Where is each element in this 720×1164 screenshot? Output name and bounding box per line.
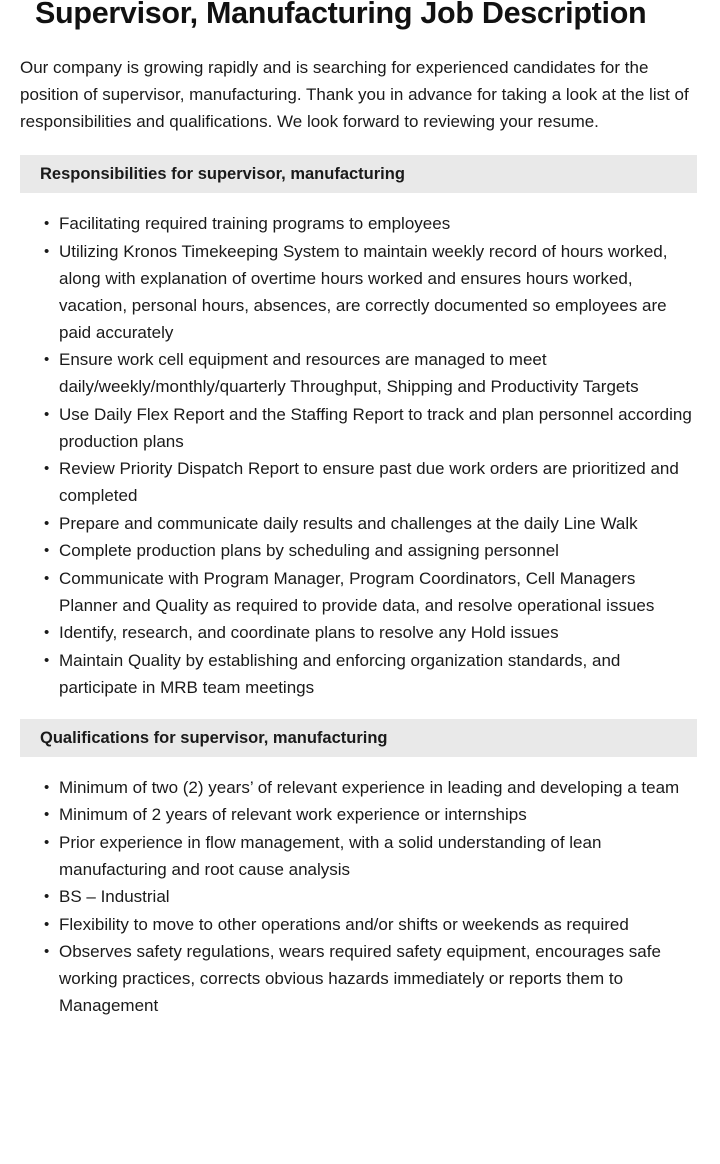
list-item: • Minimum of 2 years of relevant work experience or internships (59, 801, 693, 828)
list-item: • Review Priority Dispatch Report to ensure past due work orders are prioritized and completed (59, 455, 693, 509)
list-item: • Ensure work cell equipment and resources are managed to meet daily/weekly/monthly/quarterly Throughput, Shipping and Productivity Targets (59, 346, 693, 400)
section-header-label: Responsibilities for supervisor, manufacturing (40, 165, 405, 183)
list-item: • Complete production plans by scheduling and assigning personnel (59, 537, 693, 564)
list-item: • Observes safety regulations, wears required safety equipment, encourages safe working practices, corrects obvious hazards immediately or reports them to Management (59, 938, 693, 1019)
list-item: • Utilizing Kronos Timekeeping System to maintain weekly record of hours worked, along with explanation of overtime hours worked and ensures hours worked, vacation, personal hours, absences, are correctly documented so employees are paid accurately (59, 238, 693, 346)
list-item: • Minimum of two (2) years’ of relevant experience in leading and developing a team (59, 774, 693, 801)
page-title: Supervisor, Manufacturing Job Description (35, 0, 647, 30)
list-item: • Facilitating required training programs to employees (59, 210, 693, 237)
list-item: • Prepare and communicate daily results and challenges at the daily Line Walk (59, 510, 693, 537)
list-item: • Communicate with Program Manager, Program Coordinators, Cell Managers Planner and Quality as required to provide data, and resolve operational issues (59, 565, 693, 619)
qualifications-list (0, 757, 720, 1020)
list-item: • Use Daily Flex Report and the Staffing Report to track and plan personnel according production plans (59, 401, 693, 455)
list-item: • BS – Industrial (59, 883, 693, 910)
section-responsibilities (0, 155, 720, 701)
list-item: • Prior experience in flow management, with a solid understanding of lean manufacturing and root cause analysis (59, 829, 693, 883)
section-qualifications (0, 719, 720, 1020)
intro-paragraph: Our company is growing rapidly and is searching for experienced candidates for the position of supervisor, manufacturing. Thank you in advance for taking a look at the list of responsibilities and qualifications. We look forward to reviewing your resume. (20, 58, 689, 131)
list-item: • Flexibility to move to other operations and/or shifts or weekends as required (59, 911, 693, 938)
section-header-qualifications (20, 719, 697, 757)
section-header-responsibilities (20, 155, 697, 193)
section-header-label: Qualifications for supervisor, manufacturing (40, 728, 388, 747)
list-item: • Identify, research, and coordinate plans to resolve any Hold issues (59, 619, 693, 646)
list-item: • Maintain Quality by establishing and enforcing organization standards, and participate in MRB team meetings (59, 647, 693, 701)
responsibilities-list (0, 193, 720, 701)
